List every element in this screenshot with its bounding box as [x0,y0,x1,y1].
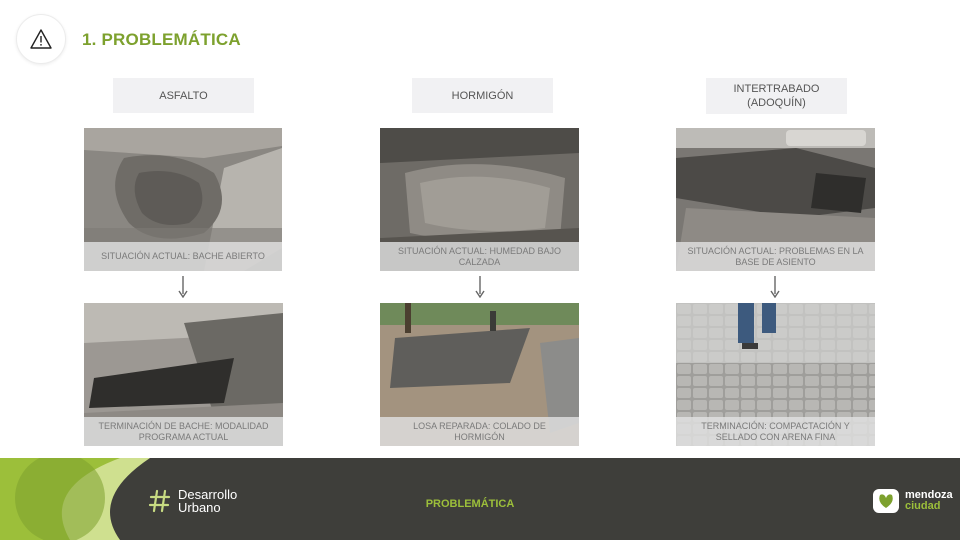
column-header-hormigon: HORMIGÓN [412,78,553,113]
photo-asfalto-before [84,128,282,271]
photo-intertrabado-after [676,303,875,446]
brand-line-2: Urbano [178,500,221,515]
photo-hormigon-before [380,128,579,271]
footer-section-label: PROBLEMÁTICA [425,498,515,510]
caption-hormigon-before: SITUACIÓN ACTUAL: HUMEDAD BAJO CALZADA [380,242,579,271]
photo-asfalto-after [84,303,283,446]
logo-line-2: ciudad [905,500,941,512]
page-title: 1. PROBLEMÁTICA [82,30,241,49]
footer-bar [0,458,960,540]
arrow-down-icon [770,276,780,298]
leaf-logo-icon [872,488,900,514]
mendoza-ciudad-logo [872,488,953,514]
arrow-down-icon [475,276,485,298]
column-header-asfalto: ASFALTO [113,78,254,113]
warning-icon [30,29,52,49]
caption-asfalto-before: SITUACIÓN ACTUAL: BACHE ABIERTO [84,242,282,271]
warning-badge [16,14,66,64]
photo-intertrabado-before [676,128,875,271]
logo-line-1: mendoza [905,489,953,501]
arrow-down-icon [178,276,188,298]
photo-hormigon-after [380,303,579,446]
caption-intertrabado-after: TERMINACIÓN: COMPACTACIÓN Y SELLADO CON ARENA FINA [676,417,875,446]
caption-asfalto-after: TERMINACIÓN DE BACHE: MODALIDAD PROGRAMA ACTUAL [84,417,283,446]
column-header-intertrabado: INTERTRABADO (ADOQUÍN) [706,78,847,114]
caption-hormigon-after: LOSA REPARADA: COLADO DE HORMIGÓN [380,417,579,446]
caption-intertrabado-before: SITUACIÓN ACTUAL: PROBLEMAS EN LA BASE DE ASIENTO [676,242,875,271]
brand-line-1: Desarrollo [178,487,238,502]
